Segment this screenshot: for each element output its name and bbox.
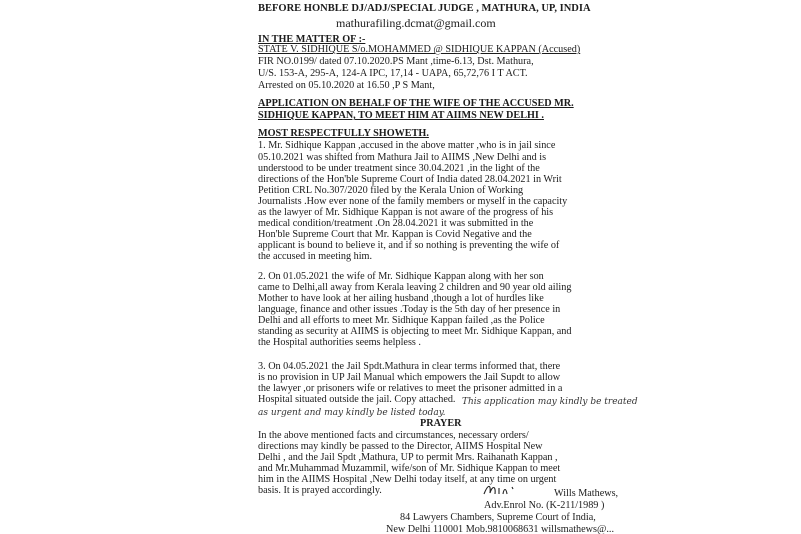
para1-line-2: 05.10.2021 was shifted from Mathura Jail to AIIMS ,New Delhi and is xyxy=(258,152,547,163)
para1-line-9: Hon'ble Supreme Court that Mr. Kappan is Covid Negative and the xyxy=(258,229,532,240)
para1-line-5: Petition CRL No.307/2020 filed by the Kerala Union of Working xyxy=(258,185,524,196)
para1-line-1: 1. Mr. Sidhique Kappan ,accused in the above matter ,who is in jail since xyxy=(258,140,556,151)
para2-line-7: the Hospital authorities seems helpless . xyxy=(258,337,421,348)
matter-heading: IN THE MATTER OF :- xyxy=(258,34,366,45)
para2-line-4: language, finance and other issues .Today is the 5th day of her presence in xyxy=(258,304,561,315)
application-title-1: APPLICATION ON BEHALF OF THE WIFE OF THE ACCUSED MR. xyxy=(258,98,574,109)
para1-line-6: Journalists .How ever none of the family members or myself in the capacity xyxy=(258,196,568,207)
para3-line-2: is no provision in UP Jail Manual which empowers the Jail Supdt to allow xyxy=(258,372,561,383)
handwritten-note-1: This application may kindly be treated xyxy=(462,397,638,407)
para1-line-8: medical condition/treatment .On 28.04.2021 it was submitted in the xyxy=(258,218,534,229)
prayer-heading: PRAYER xyxy=(420,418,462,429)
prayer-line-1: In the above mentioned facts and circumstances, necessary orders/ xyxy=(258,430,529,441)
para1-line-4: directions of the Hon'ble Supreme Court of India dated 28.04.2021 in Writ xyxy=(258,174,562,185)
prayer-line-5: him in the AIIMS Hospital ,New Delhi today itself, at any time on urgent xyxy=(258,474,557,485)
prayer-line-2: directions may kindly be passed to the Director, AIIMS Hospital New xyxy=(258,441,543,452)
para1-line-11: the accused in meeting him. xyxy=(258,251,373,262)
signatory-contact: New Delhi 110001 Mob.9810068631 willsmathews@... xyxy=(386,524,615,534)
para2-line-3: Mother to have look at her ailing husband ,though a lot of hurdles like xyxy=(258,293,544,304)
para2-line-5: Delhi and all efforts to meet Mr. Sidhique Kappan failed ,as the Police xyxy=(258,315,545,326)
prayer-line-3: Delhi , and the Jail Spdt ,Mathura, UP to permit Mrs. Raihanath Kappan , xyxy=(258,452,558,463)
case-line-1: STATE V. SIDHIQUE S/o.MOHAMMED @ SIDHIQUE KAPPAN (Accused) xyxy=(258,44,581,55)
para1-line-7: as the lawyer of Mr. Sidhique Kappan is not aware of the progress of his xyxy=(258,207,554,218)
application-title-2: SIDHIQUE KAPPAN, TO MEET HIM AT AIIMS NEW DELHI . xyxy=(258,110,544,121)
para2-line-1: 2. On 01.05.2021 the wife of Mr. Sidhique Kappan along with her son xyxy=(258,271,544,282)
case-line-3: U/S. 153-A, 295-A, 124-A IPC, 17,14 - UAPA, 65,72,76 I T ACT. xyxy=(258,68,528,79)
handwritten-note-2: as urgent and may kindly be listed today. xyxy=(258,408,446,418)
prayer-line-4: and Mr.Muhammad Muzammil, wife/son of Mr. Sidhique Kappan to meet xyxy=(258,463,561,474)
enrol-number: Adv.Enrol No. (K-211/1989 ) xyxy=(484,500,605,511)
case-line-4: Arrested on 05.10.2020 at 16.50 ,P S Mant, xyxy=(258,80,435,91)
para1-line-10: applicant is bound to believe it, and if so nothing is preventing the wife of xyxy=(258,240,560,251)
para2-line-2: came to Delhi,all away from Kerala leaving 2 children and 90 year old ailing xyxy=(258,282,572,293)
signature-mark xyxy=(482,482,524,498)
court-title: BEFORE HONBLE DJ/ADJ/SPECIAL JUDGE , MATHURA, UP, INDIA xyxy=(258,3,591,14)
signatory-name: Wills Mathews, xyxy=(554,488,619,499)
para3-line-1: 3. On 04.05.2021 the Jail Spdt.Mathura in clear terms informed that, there xyxy=(258,361,561,372)
court-email: mathurafiling.dcmat@gmail.com xyxy=(336,16,496,30)
showeth-heading: MOST RESPECTFULLY SHOWETH. xyxy=(258,128,429,139)
para3-line-3: the lawyer ,or prisoners wife or relatives to meet the prisoner admitted in a xyxy=(258,383,563,394)
para1-line-3: understood to be under treatment since 30.04.2021 ,in the light of the xyxy=(258,163,540,174)
prayer-line-6: basis. It is prayed accordingly. xyxy=(258,485,382,496)
para2-line-6: standing as security at AIIMS is objecting to meet Mr. Sidhique Kappan, and xyxy=(258,326,572,337)
case-line-2: FIR NO.0199/ dated 07.10.2020.PS Mant ,time-6.13, Dst. Mathura, xyxy=(258,56,534,67)
para3-line-4: Hospital situated outside the jail. Copy attached. xyxy=(258,394,456,405)
signatory-address: 84 Lawyers Chambers, Supreme Court of India, xyxy=(400,512,596,523)
